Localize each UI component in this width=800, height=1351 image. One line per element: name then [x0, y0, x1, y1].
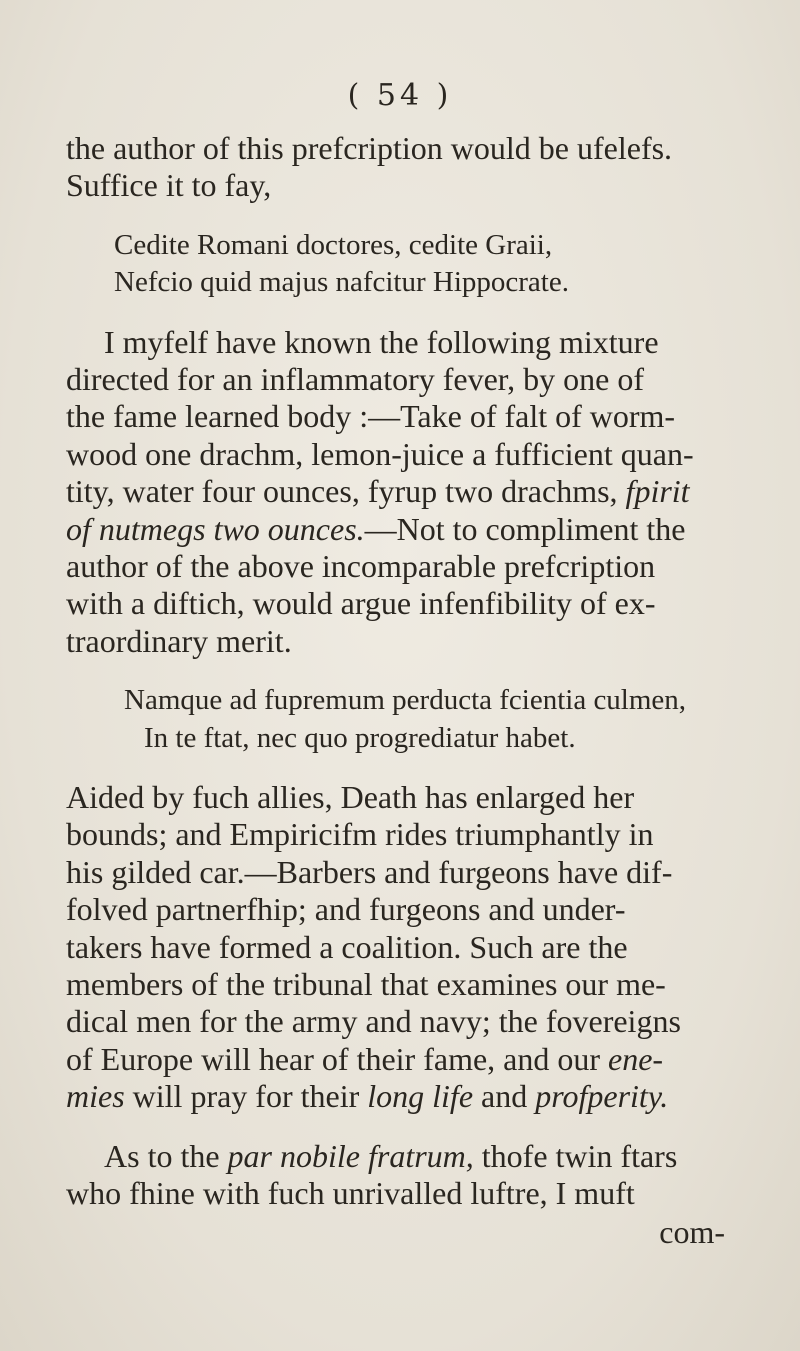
text-line: [66, 1078, 668, 1114]
text-line: Suffice it to fay,: [66, 167, 272, 204]
text-line: with a diftich, would argue infenfibility of ex-: [66, 585, 656, 622]
text-span: thofe twin ftars: [481, 1137, 678, 1174]
italic-span: long life: [367, 1078, 474, 1115]
text-line: [104, 1138, 677, 1174]
text-span: of Europe will hear of their fame, and our: [66, 1040, 601, 1077]
catchword: com-: [659, 1214, 725, 1251]
text-line: dical men for the army and navy; the fovereigns: [66, 1003, 681, 1040]
italic-span: fpirit: [625, 473, 690, 510]
text-line: folved partnerfhip; and furgeons and under-: [66, 891, 626, 928]
text-line: [66, 1041, 663, 1077]
text-line: I myfelf have known the following mixture: [104, 323, 659, 360]
italic-span: of nutmegs two ounces.: [66, 510, 365, 547]
text-line: traordinary merit.: [66, 622, 292, 659]
text-line: his gilded car.—Barbers and furgeons have dif-: [66, 853, 673, 890]
verse-line: Namque ad fupremum perducta fcientia culmen,: [124, 684, 687, 717]
italic-span: par nobile fratrum,: [227, 1137, 482, 1174]
text-span: and: [481, 1078, 528, 1115]
text-span: As to the: [104, 1137, 228, 1174]
text-span: will pray for their: [132, 1078, 360, 1115]
text-span: tity, water four ounces, fyrup two drachms,: [66, 473, 618, 510]
page-number: ( 54 ): [347, 78, 453, 113]
text-line: [66, 511, 685, 547]
italic-span: ene-: [608, 1040, 664, 1077]
italic-span: mies: [66, 1078, 125, 1115]
verse-line: Cedite Romani doctores, cedite Graii,: [114, 228, 553, 261]
text-line: takers have formed a coalition. Such are the: [66, 928, 628, 965]
verse-line: In te ftat, nec quo progrediatur habet.: [144, 721, 576, 754]
text-line: author of the above incomparable prefcription: [66, 548, 656, 584]
text-line: bounds; and Empiricifm rides triumphantly in: [66, 816, 654, 853]
text-line: who fhine with fuch unrivalled luftre, I muft: [66, 1175, 635, 1211]
text-line: the fame learned body :—Take of falt of worm-: [66, 398, 676, 435]
text-line: wood one drachm, lemon-juice a fufficient quan-: [66, 435, 694, 472]
verse-line: Nefcio quid majus nafcitur Hippocrate.: [114, 266, 569, 299]
text-line: the author of this prefcription would be ufelefs.: [66, 130, 673, 166]
text-line: members of the tribunal that examines our me-: [66, 966, 666, 1002]
italic-span: profperity.: [535, 1078, 669, 1115]
text-span: —Not to compliment the: [364, 510, 686, 547]
text-line: [66, 473, 690, 509]
text-line: directed for an inflammatory fever, by one of: [66, 361, 645, 397]
text-line: Aided by fuch allies, Death has enlarged her: [66, 779, 635, 815]
